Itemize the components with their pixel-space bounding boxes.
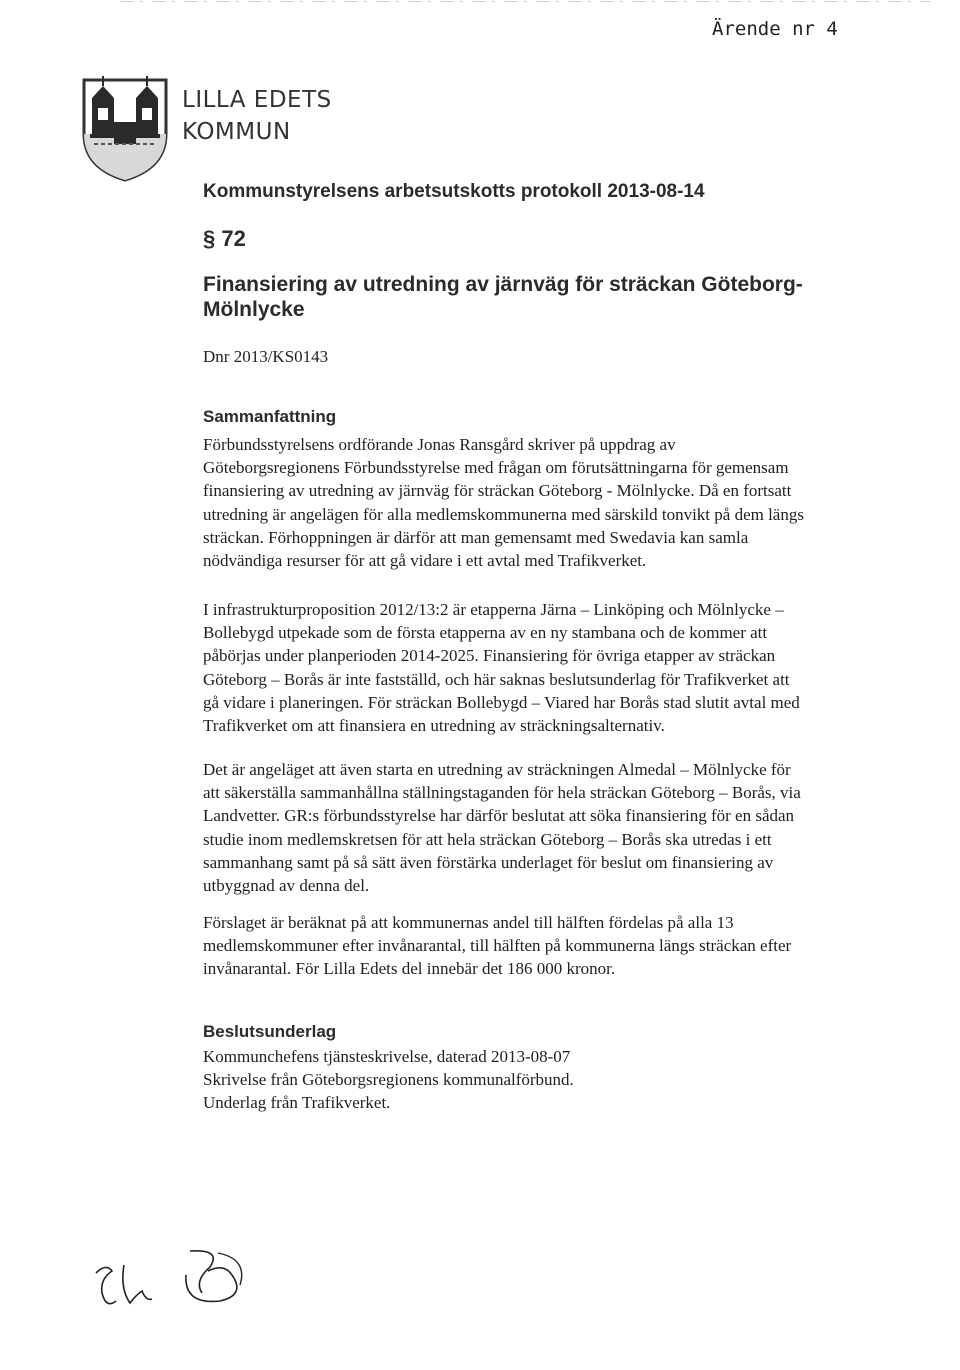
text-line: påbörjas under planperioden 2014-2025. Finansiering för övriga etapper av sträckan [203,646,776,666]
text-line: finansiering av utredning av järnväg för sträckan Göteborg - Mölnlycke. Då en fortsatt [203,481,792,501]
infrastructure-paragraph [203,598,903,737]
text-line: I infrastrukturproposition 2012/13:2 är etapperna Järna – Linköping och Mölnlycke – [203,600,784,619]
text-line: Kommunchefens tjänsteskrivelse, daterad 2013-08-07 [203,1047,571,1066]
text-line: utredning är angelägen för alla medlemskommunerna med särskild tonvikt på dem längs [203,504,804,524]
text-line: medlemskommuner efter invånarantal, till hälften på kommunerna längs sträckan efter [203,936,792,956]
route-study-paragraph [203,758,903,897]
text-line: invånarantal. För Lilla Edets del innebär det 186 000 kronor. [203,959,616,979]
text-line: Trafikverket om att finansiera en utredning av sträckningsalternativ. [203,716,665,736]
text-line: Landvetter. GR:s förbundsstyrelse har därför beslutat att söka finansiering för en sådan [203,806,795,826]
municipal-coat-of-arms-icon [80,72,170,182]
text-line: att säkerställa sammanhållna ställningstaganden för hela sträckan Göteborg – Borås, via [203,783,801,803]
text-line: sammanhang samt på så sätt även förstärka underlaget för beslut om finansiering av [203,852,774,872]
item-title: Finansiering av utredning av järnväg för sträckan Göteborg-Mölnlycke [203,273,803,321]
text-line: Göteborgsregionens Förbundsstyrelse med frågan om förutsättningarna för gemensam [203,458,789,478]
cost-paragraph [203,911,903,981]
municipality-name-line2: KOMMUN [182,119,291,145]
case-number: Ärende nr 4 [712,18,838,40]
text-line: sträckan. Förhoppningen är därför att man gemensamt med Swedavia kan samla [203,527,749,547]
registration-number: Dnr 2013/KS0143 [203,347,329,366]
text-line: Det är angeläget att även starta en utredning av sträckningen Almedal – Mölnlycke för [203,760,791,779]
text-line: studie inom medlemskretsen för att hela sträckan Göteborg – Borås ska utredas i ett [203,829,772,849]
text-line: Bollebygd utpekade som de första etapperna av en ny stambana och de kommer att [203,623,768,643]
protocol-title: Kommunstyrelsens arbetsutskotts protokoll 2013-08-14 [203,181,705,202]
text-line: Förslaget är beräknat på att kommunernas andel till hälften fördelas på alla 13 [203,913,734,932]
text-line: nödvändiga resurser för att gå vidare i ett avtal med Trafikverket. [203,551,647,571]
text-line: Skrivelse från Göteborgsregionens kommunalförbund. [203,1070,574,1090]
text-line: Göteborg – Borås är inte fastställd, och här saknas beslutsunderlag för Trafikverket att [203,669,790,689]
summary-heading: Sammanfattning [203,407,337,426]
summary-paragraph [203,433,903,572]
text-line: utbyggnad av denna del. [203,876,370,896]
text-line: Underlag från Trafikverket. [203,1093,391,1113]
paragraph-number: § 72 [203,226,246,251]
scan-artifact-line [0,0,960,3]
municipality-name [182,84,332,148]
text-line: gå vidare i planeringen. För sträckan Bollebygd – Viared har Borås stad slutit avtal med [203,692,800,712]
decision-basis-heading: Beslutsunderlag [203,1022,337,1041]
decision-basis-list [203,1045,903,1115]
handwritten-initials-icon [90,1245,270,1315]
municipality-name-line1: LILLA EDETS [182,87,332,113]
text-line: Förbundsstyrelsens ordförande Jonas Ransgård skriver på uppdrag av [203,435,676,454]
